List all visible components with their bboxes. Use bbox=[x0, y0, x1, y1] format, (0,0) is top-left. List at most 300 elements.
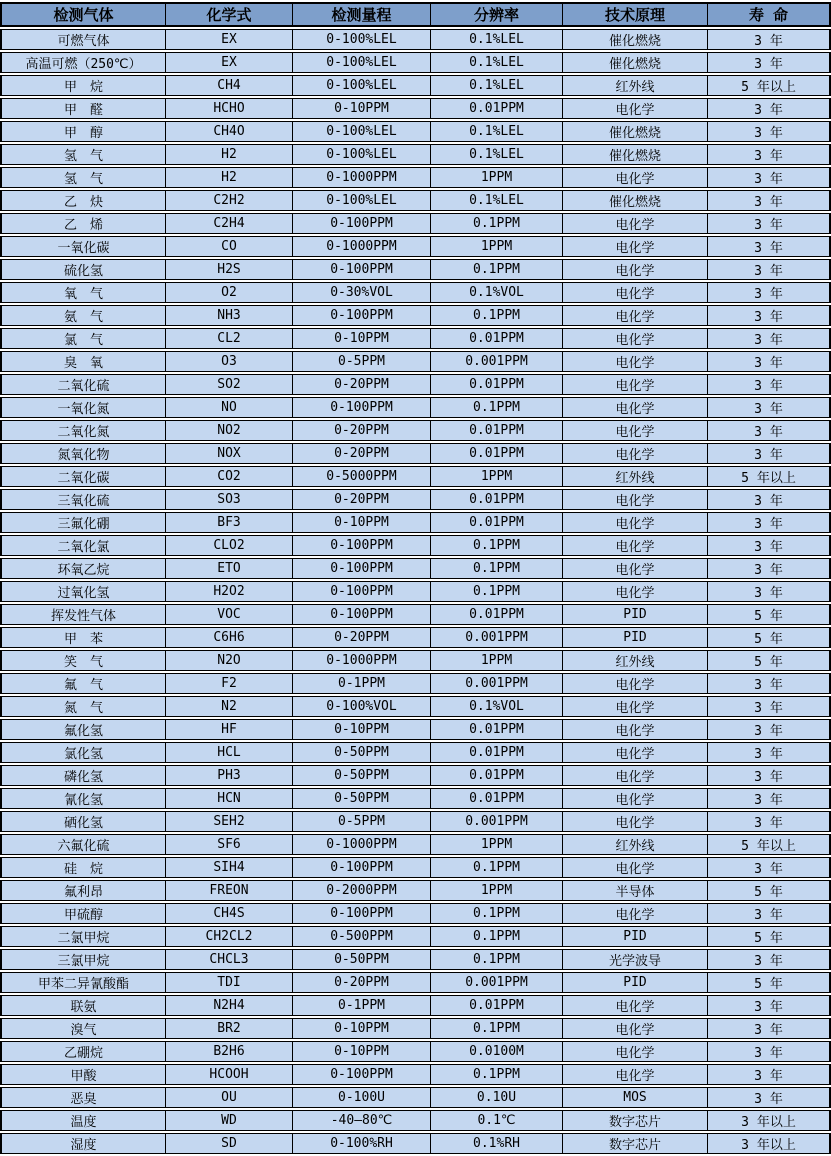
range-cell: 0-1000PPM bbox=[292, 650, 430, 671]
resolution-cell: 0.01PPM bbox=[430, 719, 562, 740]
resolution-cell: 0.01PPM bbox=[430, 98, 562, 119]
formula-cell: HCHO bbox=[165, 98, 292, 119]
table-row bbox=[0, 581, 831, 602]
principle-cell: 电化学 bbox=[562, 420, 707, 441]
resolution-cell: 0.1%LEL bbox=[430, 29, 562, 50]
range-cell: 0-100%LEL bbox=[292, 29, 430, 50]
principle-cell: 电化学 bbox=[562, 1041, 707, 1062]
gas-name-cell: 甲 醇 bbox=[0, 121, 165, 142]
resolution-cell: 0.01PPM bbox=[430, 765, 562, 786]
table-row bbox=[0, 903, 831, 924]
range-cell: 0-20PPM bbox=[292, 374, 430, 395]
resolution-cell: 0.1PPM bbox=[430, 213, 562, 234]
table-row bbox=[0, 328, 831, 349]
table-row bbox=[0, 98, 831, 119]
table-row bbox=[0, 282, 831, 303]
principle-cell: 数字芯片 bbox=[562, 1133, 707, 1154]
resolution-cell: 0.1%LEL bbox=[430, 52, 562, 73]
principle-cell: 红外线 bbox=[562, 834, 707, 855]
gas-name-cell: 挥发性气体 bbox=[0, 604, 165, 625]
formula-cell: SF6 bbox=[165, 834, 292, 855]
gas-name-cell: 高温可燃（250℃） bbox=[0, 52, 165, 73]
resolution-cell: 0.01PPM bbox=[430, 489, 562, 510]
table-row bbox=[0, 466, 831, 487]
range-cell: 0-20PPM bbox=[292, 420, 430, 441]
range-cell: 0-20PPM bbox=[292, 489, 430, 510]
gas-name-cell: 一氧化碳 bbox=[0, 236, 165, 257]
range-cell: 0-100PPM bbox=[292, 535, 430, 556]
gas-name-cell: 笑 气 bbox=[0, 650, 165, 671]
gas-name-cell: 甲 苯 bbox=[0, 627, 165, 648]
range-cell: 0-50PPM bbox=[292, 949, 430, 970]
lifespan-cell: 3 年 bbox=[707, 811, 831, 832]
formula-cell: HCOOH bbox=[165, 1064, 292, 1085]
principle-cell: 电化学 bbox=[562, 558, 707, 579]
principle-cell: 电化学 bbox=[562, 811, 707, 832]
table-row bbox=[0, 558, 831, 579]
principle-cell: 半导体 bbox=[562, 880, 707, 901]
lifespan-cell: 3 年 bbox=[707, 903, 831, 924]
lifespan-cell: 3 年 bbox=[707, 742, 831, 763]
resolution-cell: 0.1PPM bbox=[430, 397, 562, 418]
lifespan-cell: 5 年 bbox=[707, 880, 831, 901]
table-row bbox=[0, 696, 831, 717]
lifespan-cell: 5 年 bbox=[707, 604, 831, 625]
formula-cell: NH3 bbox=[165, 305, 292, 326]
formula-cell: TDI bbox=[165, 972, 292, 993]
formula-cell: NO2 bbox=[165, 420, 292, 441]
range-cell: 0-5PPM bbox=[292, 351, 430, 372]
formula-cell: O3 bbox=[165, 351, 292, 372]
resolution-cell: 0.1PPM bbox=[430, 305, 562, 326]
formula-cell: EX bbox=[165, 52, 292, 73]
gas-name-cell: 氨 气 bbox=[0, 305, 165, 326]
gas-name-cell: 一氧化氮 bbox=[0, 397, 165, 418]
formula-cell: FREON bbox=[165, 880, 292, 901]
resolution-cell: 0.01PPM bbox=[430, 604, 562, 625]
gas-name-cell: 联氨 bbox=[0, 995, 165, 1016]
gas-name-cell: 溴气 bbox=[0, 1018, 165, 1039]
principle-cell: 电化学 bbox=[562, 581, 707, 602]
table-row bbox=[0, 995, 831, 1016]
range-cell: 0-10PPM bbox=[292, 1018, 430, 1039]
resolution-cell: 0.1PPM bbox=[430, 535, 562, 556]
principle-cell: 催化燃烧 bbox=[562, 121, 707, 142]
column-header-gas-name: 检测气体 bbox=[0, 2, 165, 27]
gas-name-cell: 三氟化硼 bbox=[0, 512, 165, 533]
table-row bbox=[0, 420, 831, 441]
lifespan-cell: 3 年 bbox=[707, 29, 831, 50]
lifespan-cell: 3 年以上 bbox=[707, 1133, 831, 1154]
range-cell: 0-100%LEL bbox=[292, 121, 430, 142]
lifespan-cell: 3 年 bbox=[707, 489, 831, 510]
header-row bbox=[0, 2, 831, 27]
principle-cell: PID bbox=[562, 972, 707, 993]
table-row bbox=[0, 443, 831, 464]
table-row bbox=[0, 857, 831, 878]
formula-cell: NO bbox=[165, 397, 292, 418]
principle-cell: PID bbox=[562, 627, 707, 648]
gas-name-cell: 氟化氢 bbox=[0, 719, 165, 740]
lifespan-cell: 3 年 bbox=[707, 535, 831, 556]
resolution-cell: 0.01PPM bbox=[430, 374, 562, 395]
range-cell: 0-100PPM bbox=[292, 903, 430, 924]
table-row bbox=[0, 811, 831, 832]
principle-cell: 红外线 bbox=[562, 75, 707, 96]
gas-name-cell: 甲苯二异氰酸酯 bbox=[0, 972, 165, 993]
resolution-cell: 1PPM bbox=[430, 834, 562, 855]
resolution-cell: 0.01PPM bbox=[430, 995, 562, 1016]
table-row bbox=[0, 259, 831, 280]
principle-cell: 电化学 bbox=[562, 995, 707, 1016]
gas-name-cell: 可燃气体 bbox=[0, 29, 165, 50]
resolution-cell: 0.1PPM bbox=[430, 926, 562, 947]
principle-cell: MOS bbox=[562, 1087, 707, 1108]
column-header-range: 检测量程 bbox=[292, 2, 430, 27]
range-cell: 0-100PPM bbox=[292, 397, 430, 418]
gas-name-cell: 氰化氢 bbox=[0, 788, 165, 809]
range-cell: 0-500PPM bbox=[292, 926, 430, 947]
lifespan-cell: 3 年 bbox=[707, 558, 831, 579]
range-cell: 0-50PPM bbox=[292, 742, 430, 763]
formula-cell: CH4 bbox=[165, 75, 292, 96]
table-row bbox=[0, 673, 831, 694]
principle-cell: 电化学 bbox=[562, 98, 707, 119]
lifespan-cell: 3 年 bbox=[707, 167, 831, 188]
resolution-cell: 0.001PPM bbox=[430, 351, 562, 372]
resolution-cell: 0.1%LEL bbox=[430, 144, 562, 165]
resolution-cell: 0.1PPM bbox=[430, 581, 562, 602]
formula-cell: CO2 bbox=[165, 466, 292, 487]
resolution-cell: 0.01PPM bbox=[430, 420, 562, 441]
table-row bbox=[0, 374, 831, 395]
table-row bbox=[0, 29, 831, 50]
gas-name-cell: 甲硫醇 bbox=[0, 903, 165, 924]
range-cell: 0-1000PPM bbox=[292, 834, 430, 855]
formula-cell: CO bbox=[165, 236, 292, 257]
resolution-cell: 0.1%VOL bbox=[430, 282, 562, 303]
gas-name-cell: 乙 炔 bbox=[0, 190, 165, 211]
table-row bbox=[0, 1018, 831, 1039]
formula-cell: PH3 bbox=[165, 765, 292, 786]
gas-name-cell: 磷化氢 bbox=[0, 765, 165, 786]
resolution-cell: 0.01PPM bbox=[430, 512, 562, 533]
gas-name-cell: 甲 醛 bbox=[0, 98, 165, 119]
lifespan-cell: 3 年以上 bbox=[707, 1110, 831, 1131]
resolution-cell: 0.1PPM bbox=[430, 857, 562, 878]
column-header-lifespan: 寿 命 bbox=[707, 2, 831, 27]
principle-cell: 红外线 bbox=[562, 650, 707, 671]
table-row bbox=[0, 1133, 831, 1154]
table-row bbox=[0, 351, 831, 372]
lifespan-cell: 3 年 bbox=[707, 1018, 831, 1039]
formula-cell: SIH4 bbox=[165, 857, 292, 878]
principle-cell: 电化学 bbox=[562, 489, 707, 510]
range-cell: 0-20PPM bbox=[292, 972, 430, 993]
range-cell: 0-100%LEL bbox=[292, 52, 430, 73]
table-row bbox=[0, 972, 831, 993]
lifespan-cell: 3 年 bbox=[707, 374, 831, 395]
gas-name-cell: 氢 气 bbox=[0, 144, 165, 165]
table-row bbox=[0, 765, 831, 786]
formula-cell: CH4S bbox=[165, 903, 292, 924]
gas-name-cell: 臭 氧 bbox=[0, 351, 165, 372]
table-header bbox=[0, 2, 831, 27]
formula-cell: EX bbox=[165, 29, 292, 50]
range-cell: 0-100%RH bbox=[292, 1133, 430, 1154]
gas-name-cell: 过氧化氢 bbox=[0, 581, 165, 602]
range-cell: 0-100PPM bbox=[292, 259, 430, 280]
principle-cell: PID bbox=[562, 926, 707, 947]
resolution-cell: 1PPM bbox=[430, 650, 562, 671]
lifespan-cell: 3 年 bbox=[707, 420, 831, 441]
range-cell: 0-100PPM bbox=[292, 558, 430, 579]
lifespan-cell: 3 年 bbox=[707, 98, 831, 119]
range-cell: 0-2000PPM bbox=[292, 880, 430, 901]
formula-cell: SO2 bbox=[165, 374, 292, 395]
range-cell: 0-100PPM bbox=[292, 604, 430, 625]
table-row bbox=[0, 926, 831, 947]
lifespan-cell: 5 年以上 bbox=[707, 75, 831, 96]
formula-cell: O2 bbox=[165, 282, 292, 303]
formula-cell: HCN bbox=[165, 788, 292, 809]
range-cell: 0-5PPM bbox=[292, 811, 430, 832]
formula-cell: H2 bbox=[165, 167, 292, 188]
resolution-cell: 0.1%VOL bbox=[430, 696, 562, 717]
resolution-cell: 0.1%LEL bbox=[430, 121, 562, 142]
principle-cell: 电化学 bbox=[562, 742, 707, 763]
formula-cell: BF3 bbox=[165, 512, 292, 533]
range-cell: 0-10PPM bbox=[292, 512, 430, 533]
table-row bbox=[0, 627, 831, 648]
column-header-principle: 技术原理 bbox=[562, 2, 707, 27]
lifespan-cell: 3 年 bbox=[707, 282, 831, 303]
resolution-cell: 1PPM bbox=[430, 880, 562, 901]
principle-cell: 电化学 bbox=[562, 857, 707, 878]
gas-name-cell: 二氧化碳 bbox=[0, 466, 165, 487]
gas-name-cell: 氟 气 bbox=[0, 673, 165, 694]
lifespan-cell: 3 年 bbox=[707, 673, 831, 694]
formula-cell: H2S bbox=[165, 259, 292, 280]
resolution-cell: 0.1PPM bbox=[430, 949, 562, 970]
table-row bbox=[0, 1041, 831, 1062]
resolution-cell: 0.1PPM bbox=[430, 259, 562, 280]
resolution-cell: 0.001PPM bbox=[430, 627, 562, 648]
gas-name-cell: 三氯甲烷 bbox=[0, 949, 165, 970]
range-cell: 0-1000PPM bbox=[292, 167, 430, 188]
gas-name-cell: 甲 烷 bbox=[0, 75, 165, 96]
column-header-resolution: 分辨率 bbox=[430, 2, 562, 27]
resolution-cell: 1PPM bbox=[430, 167, 562, 188]
range-cell: 0-1PPM bbox=[292, 995, 430, 1016]
gas-name-cell: 二氯甲烷 bbox=[0, 926, 165, 947]
formula-cell: VOC bbox=[165, 604, 292, 625]
formula-cell: CL2 bbox=[165, 328, 292, 349]
principle-cell: 催化燃烧 bbox=[562, 29, 707, 50]
lifespan-cell: 3 年 bbox=[707, 351, 831, 372]
resolution-cell: 0.0100M bbox=[430, 1041, 562, 1062]
range-cell: 0-100PPM bbox=[292, 213, 430, 234]
resolution-cell: 0.01PPM bbox=[430, 788, 562, 809]
lifespan-cell: 3 年 bbox=[707, 1087, 831, 1108]
table-row bbox=[0, 397, 831, 418]
principle-cell: 催化燃烧 bbox=[562, 144, 707, 165]
lifespan-cell: 3 年 bbox=[707, 1064, 831, 1085]
resolution-cell: 0.01PPM bbox=[430, 742, 562, 763]
formula-cell: C2H4 bbox=[165, 213, 292, 234]
formula-cell: N2H4 bbox=[165, 995, 292, 1016]
lifespan-cell: 3 年 bbox=[707, 696, 831, 717]
formula-cell: OU bbox=[165, 1087, 292, 1108]
resolution-cell: 1PPM bbox=[430, 466, 562, 487]
range-cell: 0-100PPM bbox=[292, 581, 430, 602]
table-row bbox=[0, 489, 831, 510]
resolution-cell: 0.01PPM bbox=[430, 443, 562, 464]
principle-cell: 电化学 bbox=[562, 673, 707, 694]
gas-name-cell: 二氧化氮 bbox=[0, 420, 165, 441]
gas-name-cell: 三氧化硫 bbox=[0, 489, 165, 510]
gas-name-cell: 温度 bbox=[0, 1110, 165, 1131]
gas-name-cell: 甲酸 bbox=[0, 1064, 165, 1085]
formula-cell: N2 bbox=[165, 696, 292, 717]
principle-cell: 电化学 bbox=[562, 535, 707, 556]
range-cell: 0-100%LEL bbox=[292, 190, 430, 211]
gas-name-cell: 氟利昂 bbox=[0, 880, 165, 901]
lifespan-cell: 3 年 bbox=[707, 144, 831, 165]
gas-name-cell: 氯化氢 bbox=[0, 742, 165, 763]
formula-cell: SO3 bbox=[165, 489, 292, 510]
lifespan-cell: 3 年 bbox=[707, 236, 831, 257]
principle-cell: PID bbox=[562, 604, 707, 625]
range-cell: 0-10PPM bbox=[292, 328, 430, 349]
table-body bbox=[0, 29, 831, 1154]
range-cell: -40—80℃ bbox=[292, 1110, 430, 1131]
lifespan-cell: 5 年 bbox=[707, 627, 831, 648]
formula-cell: H2O2 bbox=[165, 581, 292, 602]
principle-cell: 催化燃烧 bbox=[562, 190, 707, 211]
lifespan-cell: 3 年 bbox=[707, 190, 831, 211]
principle-cell: 电化学 bbox=[562, 374, 707, 395]
lifespan-cell: 3 年 bbox=[707, 1041, 831, 1062]
principle-cell: 电化学 bbox=[562, 512, 707, 533]
resolution-cell: 0.1℃ bbox=[430, 1110, 562, 1131]
table-row bbox=[0, 719, 831, 740]
resolution-cell: 0.1%RH bbox=[430, 1133, 562, 1154]
lifespan-cell: 3 年 bbox=[707, 995, 831, 1016]
range-cell: 0-20PPM bbox=[292, 443, 430, 464]
formula-cell: HCL bbox=[165, 742, 292, 763]
lifespan-cell: 3 年 bbox=[707, 121, 831, 142]
formula-cell: CH2CL2 bbox=[165, 926, 292, 947]
range-cell: 0-100%LEL bbox=[292, 144, 430, 165]
principle-cell: 电化学 bbox=[562, 213, 707, 234]
principle-cell: 电化学 bbox=[562, 696, 707, 717]
principle-cell: 电化学 bbox=[562, 788, 707, 809]
gas-name-cell: 二氧化氯 bbox=[0, 535, 165, 556]
principle-cell: 催化燃烧 bbox=[562, 52, 707, 73]
lifespan-cell: 3 年 bbox=[707, 788, 831, 809]
resolution-cell: 1PPM bbox=[430, 236, 562, 257]
lifespan-cell: 5 年 bbox=[707, 972, 831, 993]
range-cell: 0-100PPM bbox=[292, 857, 430, 878]
lifespan-cell: 5 年以上 bbox=[707, 466, 831, 487]
formula-cell: CLO2 bbox=[165, 535, 292, 556]
principle-cell: 电化学 bbox=[562, 719, 707, 740]
gas-name-cell: 六氟化硫 bbox=[0, 834, 165, 855]
table-row bbox=[0, 121, 831, 142]
principle-cell: 电化学 bbox=[562, 765, 707, 786]
range-cell: 0-100U bbox=[292, 1087, 430, 1108]
gas-name-cell: 湿度 bbox=[0, 1133, 165, 1154]
gas-name-cell: 氮氧化物 bbox=[0, 443, 165, 464]
lifespan-cell: 3 年 bbox=[707, 765, 831, 786]
lifespan-cell: 5 年以上 bbox=[707, 834, 831, 855]
principle-cell: 电化学 bbox=[562, 167, 707, 188]
range-cell: 0-100PPM bbox=[292, 305, 430, 326]
lifespan-cell: 5 年 bbox=[707, 926, 831, 947]
resolution-cell: 0.1PPM bbox=[430, 903, 562, 924]
range-cell: 0-100%LEL bbox=[292, 75, 430, 96]
gas-name-cell: 乙硼烷 bbox=[0, 1041, 165, 1062]
table-row bbox=[0, 75, 831, 96]
resolution-cell: 0.1%LEL bbox=[430, 75, 562, 96]
lifespan-cell: 3 年 bbox=[707, 259, 831, 280]
table-row bbox=[0, 742, 831, 763]
table-row bbox=[0, 236, 831, 257]
table-row bbox=[0, 1087, 831, 1108]
principle-cell: 电化学 bbox=[562, 903, 707, 924]
table-row bbox=[0, 305, 831, 326]
formula-cell: B2H6 bbox=[165, 1041, 292, 1062]
resolution-cell: 0.001PPM bbox=[430, 972, 562, 993]
resolution-cell: 0.10U bbox=[430, 1087, 562, 1108]
column-header-formula: 化学式 bbox=[165, 2, 292, 27]
gas-name-cell: 氧 气 bbox=[0, 282, 165, 303]
gas-name-cell: 硒化氢 bbox=[0, 811, 165, 832]
formula-cell: CHCL3 bbox=[165, 949, 292, 970]
principle-cell: 电化学 bbox=[562, 236, 707, 257]
range-cell: 0-1PPM bbox=[292, 673, 430, 694]
principle-cell: 电化学 bbox=[562, 397, 707, 418]
table-row bbox=[0, 213, 831, 234]
formula-cell: BR2 bbox=[165, 1018, 292, 1039]
formula-cell: H2 bbox=[165, 144, 292, 165]
principle-cell: 光学波导 bbox=[562, 949, 707, 970]
table-row bbox=[0, 650, 831, 671]
lifespan-cell: 3 年 bbox=[707, 949, 831, 970]
lifespan-cell: 5 年 bbox=[707, 650, 831, 671]
formula-cell: N2O bbox=[165, 650, 292, 671]
gas-name-cell: 环氧乙烷 bbox=[0, 558, 165, 579]
table-row bbox=[0, 834, 831, 855]
range-cell: 0-1000PPM bbox=[292, 236, 430, 257]
lifespan-cell: 3 年 bbox=[707, 52, 831, 73]
principle-cell: 电化学 bbox=[562, 305, 707, 326]
principle-cell: 电化学 bbox=[562, 282, 707, 303]
lifespan-cell: 3 年 bbox=[707, 443, 831, 464]
table-row bbox=[0, 52, 831, 73]
resolution-cell: 0.001PPM bbox=[430, 811, 562, 832]
range-cell: 0-50PPM bbox=[292, 788, 430, 809]
range-cell: 0-100%VOL bbox=[292, 696, 430, 717]
resolution-cell: 0.1PPM bbox=[430, 1064, 562, 1085]
table-row bbox=[0, 144, 831, 165]
table-row bbox=[0, 190, 831, 211]
table-row bbox=[0, 1110, 831, 1131]
gas-name-cell: 硅 烷 bbox=[0, 857, 165, 878]
resolution-cell: 0.01PPM bbox=[430, 328, 562, 349]
formula-cell: HF bbox=[165, 719, 292, 740]
